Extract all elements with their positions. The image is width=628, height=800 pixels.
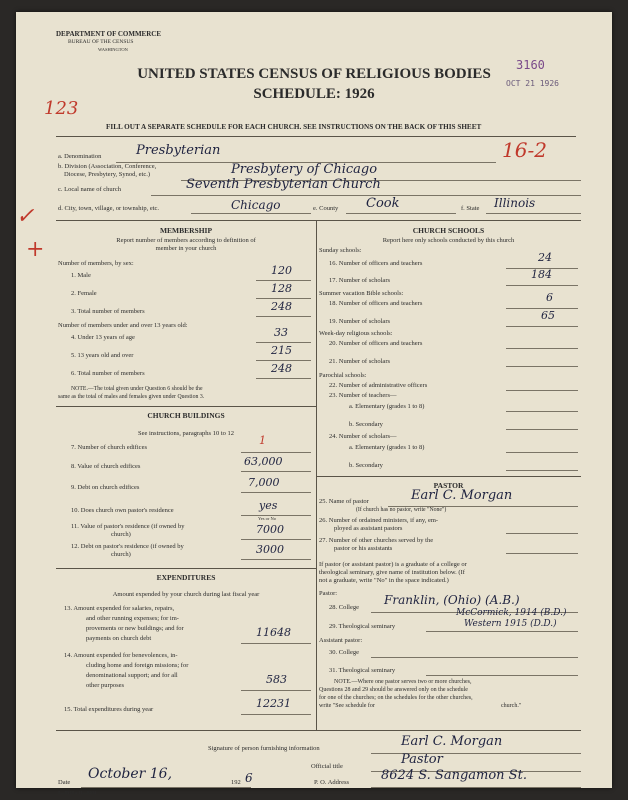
address-label: P. O. Address — [314, 779, 350, 786]
q13-label-4: payments on church debt — [86, 635, 152, 642]
buildings-intro: See instructions, paragraphs 10 to 12 — [137, 430, 235, 437]
q5-value: 215 — [271, 344, 292, 357]
q21-label: 21. Number of scholars — [329, 358, 391, 365]
official-title-value: Pastor — [401, 752, 443, 767]
membership-note-1: NOTE.—The total given under Question 6 should be the — [71, 386, 203, 392]
q6-value: 248 — [271, 362, 292, 375]
pastor-title: PASTOR — [433, 481, 464, 490]
q14-label-4: other purposes — [86, 682, 125, 689]
q7-value: 1 — [259, 434, 266, 447]
yes-no-hint: Yes or No — [258, 516, 277, 521]
q22-label: 22. Number of administrative officers — [329, 382, 428, 389]
pastor-note-5: church." — [501, 703, 522, 709]
red-number: 123 — [44, 98, 79, 119]
church-name-label: c. Local name of church — [58, 186, 121, 193]
signature-value: Earl C. Morgan — [401, 734, 503, 749]
division-label-1: b. Division (Association, Conference, — [58, 163, 157, 170]
q11-value: 7000 — [256, 523, 284, 536]
expenditures-title: EXPENDITURES — [156, 573, 216, 582]
assistant-pastor-label: Assistant pastor: — [319, 637, 363, 644]
membership-intro-2: member in your church — [155, 245, 217, 252]
q2-label: 2. Female — [71, 290, 97, 297]
q3-value: 248 — [271, 300, 292, 313]
q28-value: Franklin, (Ohio) (A.B.) — [384, 593, 520, 607]
q29-value-2: Western 1915 (D.D.) — [464, 619, 557, 629]
city-field-value: Chicago — [231, 198, 281, 212]
q15-label: 15. Total expenditures during year — [64, 706, 154, 713]
state-value: Illinois — [494, 196, 536, 210]
date-label: Date — [58, 779, 71, 786]
q24a-label: a. Elementary (grades 1 to 8) — [349, 444, 425, 451]
membership-intro-1: Report number of members according to definition of — [116, 237, 256, 244]
form-code: 8—5318 a 11—9204 — [58, 790, 96, 795]
q19-label: 19. Number of scholars — [329, 318, 391, 325]
q29-label: 29. Theological seminary — [329, 623, 396, 630]
q30-label: 30. College — [329, 649, 359, 656]
education-note-2: theological seminary, give name of institution below. (If — [319, 569, 465, 576]
q17-value: 184 — [531, 268, 552, 281]
q12-label-2: church) — [111, 551, 131, 558]
pastor-note-4: write "See schedule for — [319, 703, 375, 709]
q10-value: yes — [259, 499, 278, 512]
q23-label: 23. Number of teachers— — [329, 392, 397, 399]
official-title-label: Official title — [311, 763, 343, 770]
red-code: 16-2 — [502, 138, 547, 162]
q13-label-1: 13. Amount expended for salaries, repairs, — [64, 605, 175, 612]
q29-value-1: McCormick, 1914 (B.D.) — [456, 608, 567, 618]
members-by-age-label: Number of members under and over 13 years old: — [58, 322, 188, 329]
parochial-schools-label: Parochial schools: — [319, 372, 367, 379]
q24-label: 24. Number of scholars— — [329, 433, 397, 440]
q3-label: 3. Total number of members — [71, 308, 145, 315]
q31-label: 31. Theological seminary — [329, 667, 396, 674]
denomination-label: a. Denomination — [58, 153, 102, 160]
q11-label-2: church) — [111, 531, 131, 538]
q9-label: 9. Debt on church edifices — [71, 484, 140, 491]
q8-label: 8. Value of church edifices — [71, 463, 141, 470]
pastor-note-2: Questions 28 and 29 should be answered only on the schedule — [319, 687, 468, 693]
q12-value: 3000 — [256, 543, 284, 556]
q14-value: 583 — [266, 673, 287, 686]
q11-label-1: 11. Value of pastor's residence (if owned by — [71, 523, 185, 530]
q25-hint: (If church has no pastor, write "None") — [356, 507, 447, 513]
membership-title: MEMBERSHIP — [159, 226, 213, 235]
q14-label-2: cluding home and foreign missions; for — [86, 662, 189, 669]
buildings-title: CHURCH BUILDINGS — [147, 411, 225, 420]
q23b-label: b. Secondary — [349, 421, 383, 428]
q4-value: 33 — [274, 326, 288, 339]
q16-value: 24 — [538, 251, 552, 264]
q28-label: 28. College — [329, 604, 359, 611]
county-label: e. County — [313, 205, 339, 212]
bureau-label: BUREAU OF THE CENSUS — [68, 39, 134, 45]
q16-label: 16. Number of officers and teachers — [329, 260, 423, 267]
q18-label: 18. Number of officers and teachers — [329, 300, 423, 307]
instruction-line: FILL OUT A SEPARATE SCHEDULE FOR EACH CHURCH. SEE INSTRUCTIONS ON THE BACK OF THIS SHEET — [106, 123, 482, 131]
schools-intro: Report here only schools conducted by this church — [382, 237, 515, 244]
q17-label: 17. Number of scholars — [329, 277, 391, 284]
expenditures-intro: Amount expended by your church during last fiscal year — [112, 591, 260, 598]
q27-label-2: pastor or his assistants — [334, 545, 393, 552]
q5-label: 5. 13 years old and over — [71, 352, 134, 359]
q13-value: 11648 — [256, 626, 291, 639]
q13-label-3: provements or new buildings; and for — [86, 625, 184, 632]
county-value: Cook — [366, 196, 400, 211]
census-schedule-sheet — [16, 12, 612, 795]
year-prefix: 192 — [231, 779, 241, 786]
members-by-sex-label: Number of members, by sex: — [58, 260, 134, 267]
weekday-schools-label: Week-day religious schools: — [319, 330, 393, 337]
q9-value: 7,000 — [248, 476, 280, 489]
division-value: Presbytery of Chicago — [231, 162, 378, 177]
q19-value: 65 — [541, 309, 555, 322]
membership-note-2: same as the total of males and females given under Question 3. — [58, 394, 205, 400]
date-value: October 16, — [88, 766, 173, 782]
division-label-2: Diocese, Presbytery, Synod, etc.) — [64, 171, 151, 178]
q13-label-2: and other running expenses; for im- — [86, 615, 179, 622]
signature-label: Signature of person furnishing information — [208, 745, 320, 752]
city-field-label: d. City, town, village, or township, etc. — [58, 205, 160, 212]
sunday-schools-label: Sunday schools: — [319, 247, 362, 254]
q25-label: 25. Name of pastor — [319, 498, 369, 505]
stamp-date: OCT 21 1926 — [506, 79, 559, 88]
pastor-note-3: for one of the churches; on the schedules for the other churches, — [319, 695, 473, 701]
q2-value: 128 — [271, 282, 292, 295]
red-cross-mark: + — [26, 237, 45, 262]
q15-value: 12231 — [256, 697, 291, 710]
q10-label: 10. Does church own pastor's residence — [71, 507, 174, 514]
q20-label: 20. Number of officers and teachers — [329, 340, 423, 347]
q7-label: 7. Number of church edifices — [71, 444, 147, 451]
year-value: 6 — [245, 771, 253, 785]
stamp-number: 3160 — [516, 58, 545, 72]
state-label: f. State — [461, 205, 480, 212]
q12-label-1: 12. Debt on pastor's residence (if owned by — [71, 543, 184, 550]
q24b-label: b. Secondary — [349, 462, 383, 469]
city-label: WASHINGTON — [98, 47, 128, 52]
q14-label-3: denominational support; and for all — [86, 672, 178, 679]
q25-value: Earl C. Morgan — [411, 488, 513, 503]
schools-title: CHURCH SCHOOLS — [412, 226, 485, 235]
dept-label: DEPARTMENT OF COMMERCE — [56, 30, 162, 38]
pastor-note-1: NOTE.—Where one pastor serves two or more churches, — [334, 679, 472, 685]
q26-label-1: 26. Number of ordained ministers, if any, em- — [319, 517, 439, 524]
pastor-sub-label: Pastor: — [319, 590, 338, 597]
q26-label-2: ployed as assistant pastors — [334, 525, 403, 532]
q14-label-1: 14. Amount expended for benevolences, in- — [64, 652, 178, 659]
q8-value: 63,000 — [244, 455, 283, 468]
q4-label: 4. Under 13 years of age — [71, 334, 135, 341]
church-name-value: Seventh Presbyterian Church — [186, 177, 381, 192]
red-check-mark: ✓ — [16, 204, 35, 229]
address-value: 8624 S. Sangamon St. — [381, 768, 527, 783]
q1-value: 120 — [271, 264, 292, 277]
form-subtitle: SCHEDULE: 1926 — [253, 86, 375, 102]
q1-label: 1. Male — [71, 272, 91, 279]
summer-schools-label: Summer vacation Bible schools: — [319, 290, 404, 297]
denomination-value: Presbyterian — [136, 143, 221, 158]
education-note-1: If pastor (or assistant pastor) is a graduate of a college or — [319, 561, 467, 568]
q23a-label: a. Elementary (grades 1 to 8) — [349, 403, 425, 410]
q27-label-1: 27. Number of other churches served by the — [319, 537, 434, 544]
q6-label: 6. Total number of members — [71, 370, 145, 377]
education-note-3: not a graduate, write "No" in the space indicated.) — [319, 577, 449, 584]
form-title: UNITED STATES CENSUS OF RELIGIOUS BODIES — [137, 66, 491, 82]
q18-value: 6 — [546, 291, 553, 304]
